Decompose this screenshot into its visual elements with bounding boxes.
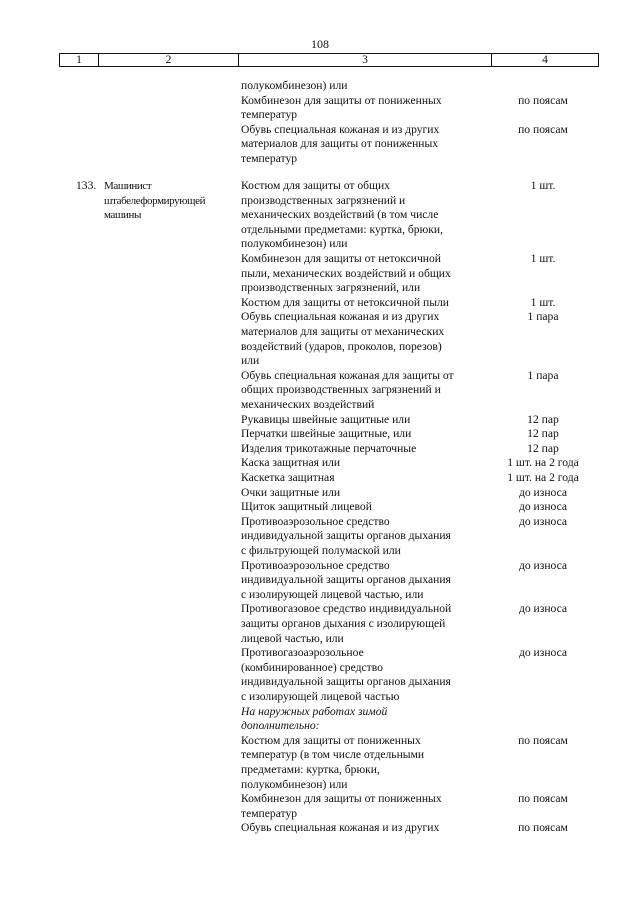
item-line: Обувь специальная кожаная и из других [241,821,440,835]
item-line: Комбинезон для защиты от нетоксичной [241,252,442,265]
item-line: Каска защитная или [241,456,341,470]
ppe-norm: 1 шт. [530,252,556,265]
ppe-item [241,486,491,501]
ppe-norm: до износа [518,558,568,572]
item-line: Костюм для защиты от пониженных [241,733,421,747]
ppe-item [241,179,491,252]
item-line: защиты органов дыхания с изолирующей [241,616,446,630]
ppe-item [241,252,491,296]
ppe-norm: 1 пара [527,368,559,382]
ppe-item [241,705,491,734]
ppe-norm: по поясам [518,792,568,806]
entry-number: 133. [76,179,97,192]
ppe-item [241,456,491,471]
item-line: Обувь специальная кожаная для защиты от [241,368,454,382]
ppe-item [241,646,491,704]
ppe-norm: 1 пара [527,310,559,324]
ppe-norm: до износа [518,602,568,616]
item-line: с изолирующей лицевой частью, или [241,587,424,601]
item-line: общих производственных загрязнений и [241,383,441,397]
item-line: Костюм для защиты от нетоксичной пыли [241,295,450,309]
continuation-norm: по поясам [518,93,568,107]
item-line: с изолирующей лицевой частью [241,689,400,703]
item-line: дополнительно: [241,719,320,733]
item-line: воздействий (ударов, проколов, порезов) [241,339,442,353]
continuation-item [241,79,491,94]
ppe-norm: до износа [518,646,568,660]
item-line: полукомбинезон) или [241,79,348,92]
item-line: Щиток защитный лицевой [241,500,372,514]
ppe-norm: по поясам [518,733,568,747]
ppe-norm: 1 шт. [530,295,556,309]
ppe-item [241,515,491,559]
ppe-item [241,369,491,413]
item-line: Противоаэрозольное средство [241,558,390,572]
page-number: 108 [311,37,329,51]
ppe-item [241,559,491,603]
ppe-item [241,471,491,486]
item-line: температур [241,806,298,820]
ppe-norm: по поясам [518,821,568,835]
item-line: Обувь специальная кожаная и из других [241,122,440,136]
header-col-1: 1 [60,54,99,66]
item-line: температур [241,151,298,165]
item-line: Рукавицы швейные защитные или [241,412,411,426]
item-line: индивидуальной защиты органов дыхания [241,529,451,543]
item-line: механических воздействий (в том числе [241,208,439,222]
ppe-norm: до износа [518,485,568,499]
ppe-item [241,442,491,457]
header-col-2: 2 [99,54,239,66]
continuation-item [241,123,491,167]
item-line: индивидуальной защиты органов дыхания [241,573,451,587]
item-line: материалов для защиты от пониженных [241,137,439,151]
ppe-norm: 12 пар [527,412,559,426]
item-line: полукомбинезон) или [241,777,348,791]
ppe-norm: 12 пар [527,427,559,441]
item-line: механических воздействий [241,397,375,411]
item-line: Перчатки швейные защитные, или [241,427,412,441]
ppe-item [241,734,491,792]
item-line: Каскетка защитная [241,471,335,484]
item-line: производственных загрязнений, или [241,281,421,295]
item-line: Обувь специальная кожаная и из других [241,310,440,324]
continuation-item [241,94,491,123]
item-line: с фильтрующей полумаской или [241,543,401,557]
item-line: полукомбинезон) или [241,237,348,251]
item-line: Комбинезон для защиты от пониженных [241,93,442,107]
ppe-item [241,500,491,515]
item-line: материалов для защиты от механических [241,324,445,338]
item-line: отдельными предметами: куртка, брюки, [241,222,443,236]
ppe-item [241,413,491,428]
item-line: температур (в том числе отдельными [241,748,425,762]
item-line: пыли, механических воздействий и общих [241,266,451,280]
item-line: Очки защитные или [241,485,341,499]
ppe-item [241,821,491,836]
ppe-item [241,427,491,442]
item-line: индивидуальной защиты органов дыхания [241,675,451,689]
ppe-item [241,310,491,368]
item-line: или [241,354,260,368]
ppe-norm: до износа [518,514,568,528]
item-line: Комбинезон для защиты от пониженных [241,792,442,806]
item-line: производственных загрязнений и [241,193,406,207]
header-col-4: 4 [542,53,548,66]
ppe-norm: 1 шт. [530,179,556,192]
item-line: температур [241,108,298,122]
item-line: Противоаэрозольное средство [241,514,390,528]
header-col-3: 3 [239,54,492,66]
ppe-item [241,602,491,646]
item-line: Противогазоаэрозольное [241,646,364,660]
table-header [59,53,599,67]
item-line: Костюм для защиты от общих [241,179,390,192]
item-line: (комбинированное) средство [241,660,383,674]
item-line: Противогазовое средство индивидуальной [241,602,452,616]
item-line: лицевой частью, или [241,631,344,645]
item-line: Изделия трикотажные перчаточные [241,441,417,455]
item-line: На наружных работах зимой [241,704,388,718]
ppe-norm: 1 шт. на 2 года [507,456,579,470]
ppe-norm: 12 пар [527,441,559,455]
entry-profession: Машинист штабелеформирующей машины [104,180,206,222]
item-line: предметами: куртка, брюки, [241,762,380,776]
ppe-item [241,296,491,311]
continuation-norm: по поясам [518,122,568,136]
ppe-norm: до износа [518,500,568,514]
ppe-norm: 1 шт. на 2 года [507,471,579,484]
ppe-item [241,792,491,821]
